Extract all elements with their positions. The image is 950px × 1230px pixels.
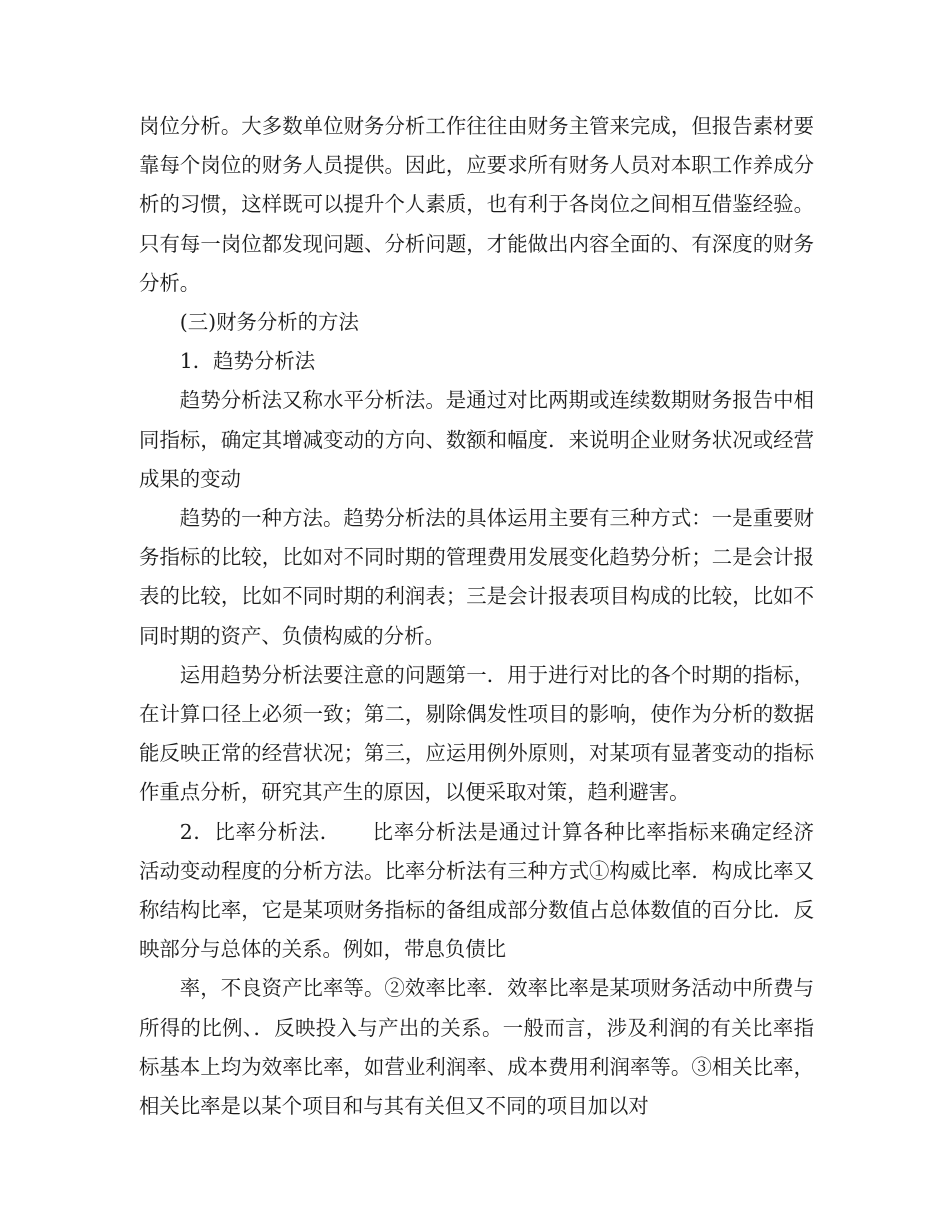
- paragraph-efficiency-ratio: 率，不良资产比率等。②效率比率．效率比率是某项财务活动中所费与所得的比例、．反映投入与产出的关系。一般而言，涉及利润的有关比率指标基本上均为效率比率，如营业利润率、成本费用利润率等。③相关比率，相关比率是以某个项目和与其有关但又不同的项目加以对: [139, 976, 814, 1119]
- paragraph-trend-notes: 运用趋势分析法要注意的问题第一．用于进行对比的各个时期的指标，在计算口径上必须一致；第二，剔除偶发性项目的影响，使作为分析的数据能反映正常的经营状况；第三，应运用例外原则，对某项有显著变动的指标作重点分析，研究其产生的原因，以便采取对策，趋利避害。: [139, 662, 814, 805]
- document-body: [139, 107, 814, 1126]
- paragraph-post-analysis: 岗位分析。大多数单位财务分析工作往往由财务主管来完成，但报告素材要靠每个岗位的财务人员提供。因此，应要求所有财务人员对本职工作养成分析的习惯，这样既可以提升个人素质，也有利于各岗位之间相互借鉴经验。只有每一岗位都发现问题、分析问题，才能做出内容全面的、有深度的财务分析。: [139, 114, 814, 295]
- paragraph-ratio-analysis: 2．比率分析法． 比率分析法是通过计算各种比率指标来确定经济活动变动程度的分析方法。比率分析法有三种方式①构威比率．构成比率又称结构比率，它是某项财务指标的备组成部分数值占总体数值的百分比．反映部分与总体的关系。例如，带息负债比: [139, 819, 814, 962]
- paragraph-trend-methods: 趋势的一种方法。趋势分析法的具体运用主要有三种方式：一是重要财务指标的比较，比如对不同时期的管理费用发展变化趋势分析；二是会计报表的比较，比如不同时期的利润表；三是会计报表项目构成的比较，比如不同时期的资产、负债构威的分析。: [139, 506, 814, 648]
- section-heading-methods: (三)财务分析的方法: [179, 310, 359, 335]
- paragraph-trend-definition: 趋势分析法又称水平分析法。是通过对比两期或连续数期财务报告中相同指标，确定其增减变动的方向、数额和幅度．来说明企业财务状况或经营成果的变动: [139, 388, 814, 491]
- subheading-trend-analysis: 1．趋势分析法: [179, 349, 316, 374]
